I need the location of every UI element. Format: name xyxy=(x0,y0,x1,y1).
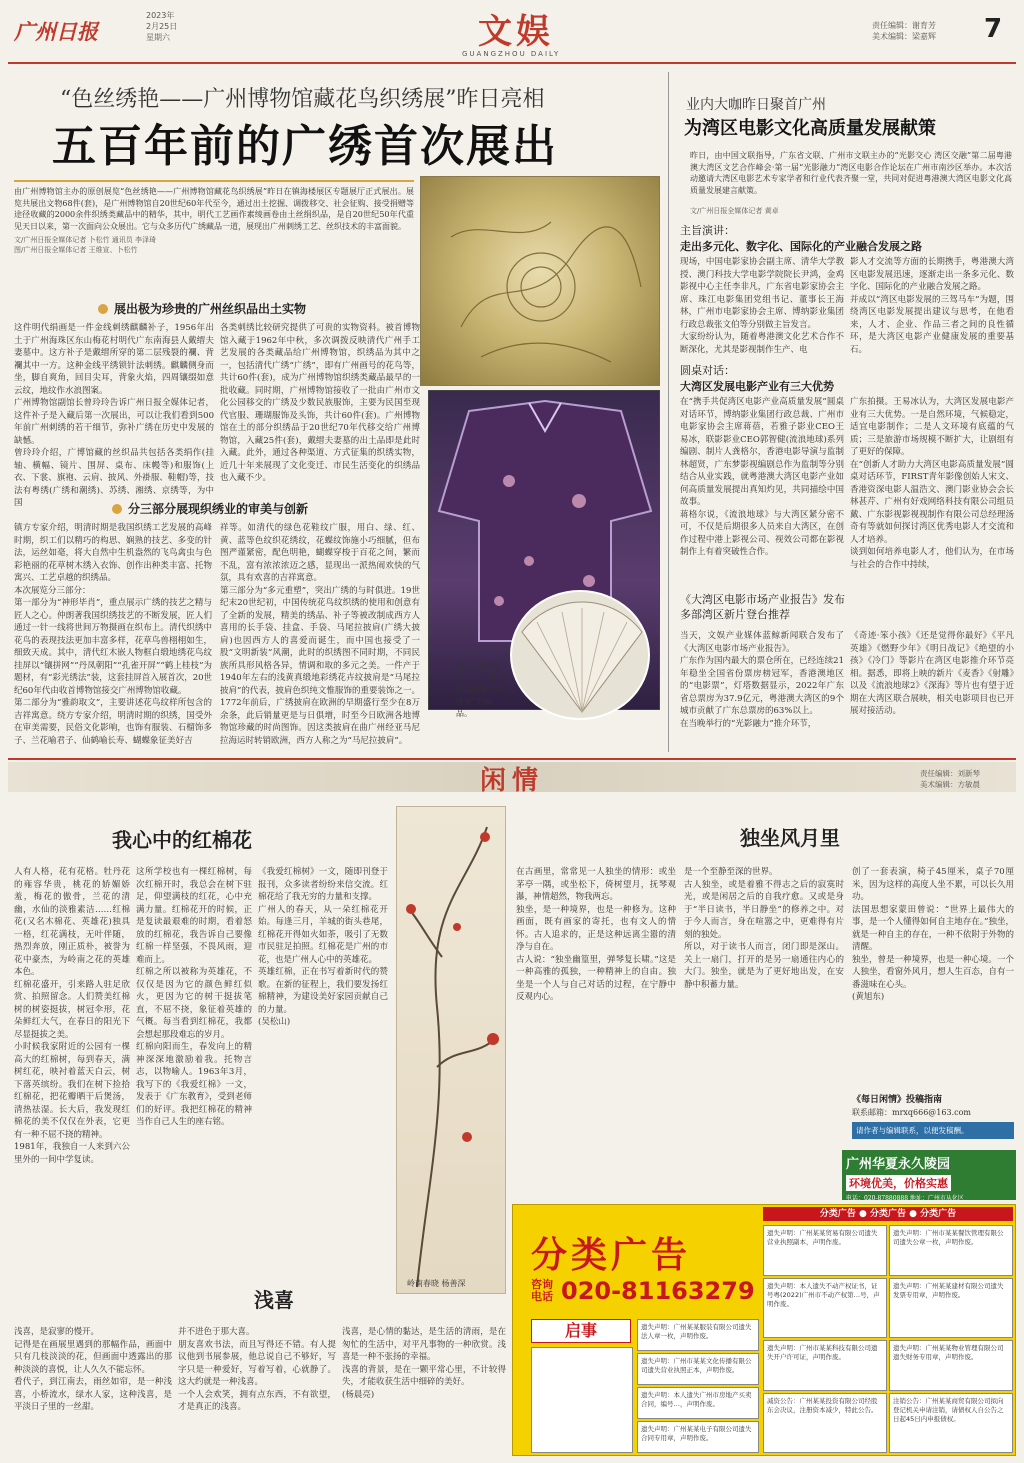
section-title: 文娱 xyxy=(478,12,554,52)
art2-col1: 在古画里，常常见一人独坐的情形：或坐茅亭一隅，或坐松下，倚树望月，抚琴观瀑，神情超然，物我两忘。 独坐，是一种境界，也是一种修为。这种画面，既有画家的寄托，也有文人的情怀。古人追求的，正是这种远离尘嚣的清净与自在。 古人说：“独坐幽篁里，弹琴复长啸。”这是一种高雅的孤独，一种精神上的自由。独坐是一个人与自己对话的过程，在宁静中反观内心。 xyxy=(516,867,676,1002)
fan-photo xyxy=(510,590,650,720)
film-s3-col1: 当天，文娱产业媒体蓝鲸新闻联合发布了《大湾区电影市场产业报告》。 广东作为国内最大的票仓所在，已经连续21年稳坐全国省份票房榜冠军，香港澳地区的“电影票”，灯塔数据显示，2022年广东省总票房为37.9亿元，粤港澳大湾区的9个城市贡献了广东总票房的63%以上。 在当晚举行的“光影融力”推介环节， xyxy=(680,631,844,729)
art3-col3: 浅喜，是心情的黏达，是生活的清雨，是在匆忙的生活中，对平凡事物的一种欣赏。浅喜是一种不张扬的幸福。 浅喜的背景，是在一颗平常心里，不计较得失，才能收获生活中细碎的美好。 (杨晨亮) xyxy=(342,1327,506,1400)
film-s3-col2: 《奇迹·笨小孩》《还是觉得你最好》《平凡英雄》《燃野少年》《明日战记》《绝望的小孩》《冷门》等影片在湾区电影推介环节亮相。据悉，即将上映的新片《麦香》《射雕》以及《流浪地球2》《深海》等片也有望于近期在大湾区联合展映，相关电影项目也已开展对接活动。 xyxy=(850,631,1014,716)
painting-caption: 岭南春晓 杨善深 xyxy=(407,1279,466,1288)
issue-date: 2023年 2月25日 星期六 xyxy=(146,11,178,42)
editor-credit: 责任编辑：谢育芳 美术编辑：梁嘉辉 xyxy=(872,21,936,41)
embroidery-photo xyxy=(420,176,660,386)
sec1-column-right: 各类刺绣比较研究提供了可贵的实物资料。被首博物馆入藏于1962年中秋，多次调拨反映清代广州手工艺发展的各类藏品给广州博物馆，织绣品为其中之一，包括清代广绣“广绣”，即有广州画号的花鸟等，共计60件(套)，成为广州博物馆织绣类藏品最早的一批收藏。同时期，广州博物馆接收了一批由广州市文化公园移交的广绣及少数民族服饰，主要为民国至现代官服、珊瑚服饰及头饰，共计60件(套)。广州博物馆在土的部分织绣品于20世纪70年代移交给广州博物馆，入藏25件(套)，戴缙夫妻墓的出土品即是此时入藏。此外，通过各种渠道、方式征集的织绣实物，近几十年来展现了文化变迁、市民生活变化的织绣品也入藏不少。 xyxy=(220,323,420,483)
notice-bar: 请作者与编辑联系，以便发稿酬。 xyxy=(852,1122,1014,1139)
leisure-editor-credit: 责任编辑：刘新琴 美术编辑：方敏晨 xyxy=(920,769,980,789)
notice-item: 减资公告：广州某某投资有限公司经股东会决议，注册资本减少，特此公告。 xyxy=(763,1393,887,1453)
notice-item: 遗失声明：广州某某物业管理有限公司遗失财务专用章，声明作废。 xyxy=(889,1340,1013,1391)
classified-top-strip: 分类广告 ● 分类广告 ● 分类广告 xyxy=(763,1207,1013,1221)
leisure-section-title: 闲情 xyxy=(480,766,545,796)
notice-item: 遗失声明：广州市某某科技有限公司遗失开户许可证，声明作废。 xyxy=(763,1340,887,1391)
bullet-icon xyxy=(112,504,122,514)
art1-col2: 这所学校也有一棵红棉树，每次红棉开时，我总会在树下驻足，仰望满枝的红花，心中充满力量。红棉花开的时候，正是复读最艰难的时期，看着怒放的红棉花，我告诉自己要像红棉一样坚强，不畏风雨，迎难而上。 红棉之所以被称为英雄花，不仅仅是因为它的颜色鲜红似火，更因为它的树干挺拔笔直，不屈不挠，象征着英雄的气概。每当看到红棉花，我都会想起那段难忘的岁月。 红棉向阳而生，春发向上的精神深深地激励着我。托物言志，以物喻人。1963年3月，我写下的《我爱红棉》一文，发表于《广东教育》，受到老师们的好评。我把红棉花的精神当作自己人生的座右铭。 xyxy=(136,867,252,1127)
art1-col1: 人有人格，花有花格。牡丹花的雍容华贵，桃花的娇媚娇羞，梅花的傲骨，兰花的清幽，水仙的淡雅素洁……红棉花(又名木棉花、英雄花)独具一格，红花满枝，无叶伴随，热烈奔放，刚正质朴，被誉为花中豪杰，为岭南之花的英雄本色。 红棉花盛开，引来路人驻足欣赏、拍照留念。人们赞美红棉树的树姿挺拔，树冠伞形，花朵鲜红大气，在春日的阳光下尽显挺拔之美。 小时候我家附近的公园有一棵高大的红棉树，每到春天，满树红花，映衬着蓝天白云，树下落英缤纷。我们在树下捡拾红棉花，把花瓣晒干后煲汤，清热祛湿。长大后，我发现红棉花的美不仅仅在外表，它更有一种不屈不挠的精神。 1981年，我独自一人来到六公里外的一间中学复读。 xyxy=(14,867,130,1165)
notice-item: 遗失声明：广州某某建材有限公司遗失发票专用章，声明作废。 xyxy=(889,1278,1013,1338)
film-headline: 为湾区电影文化高质量发展献策 xyxy=(684,118,936,139)
lead-intro: 由广州博物馆主办的原创展览“色丝绣艳——广州博物馆藏花鸟织绣展”昨日在镇海楼展区专题展厅正式展出。展览共展出文物68件(套)，是广州博物馆自20世纪60年代至今，通过出土挖掘、调拨移交、社会征购、接受捐赠等途径收藏的2000余件织绣类藏品中的精华，其中，明代工艺画作素绫画卷由土丝绢织品，是自20世纪50年代重见天日以来，第一次面向公众展出。它与众多历代广绣藏品一道，展现出广州刺绣工艺、丝织技术的丰富面貌。 文/广州日报全媒体记者 卜松竹 通讯员 李泽琦 图/广州日报全媒体记者 王维宣、卜松竹 xyxy=(14,180,414,298)
section-subtitle: GUANGZHOU DAILY xyxy=(462,50,561,58)
cemetery-ad: 广州华夏永久陵园 环境优美，价格实惠 电话：020-87880888 地址：广州市从化区 xyxy=(842,1150,1016,1200)
notice-item: 遗失声明：广州市某某文化传播有限公司遗失营业执照正本，声明作废。 xyxy=(637,1353,759,1385)
submission-notice: 《每日闲情》投稿指南 联系邮箱：mrxq666@163.com 请作者与编辑联系，以便发稿酬。 xyxy=(852,1092,1014,1139)
bullet-icon xyxy=(98,304,108,314)
newspaper-logo: 广州日报 xyxy=(14,19,98,44)
notice-item: 注销公告：广州某某商贸有限公司拟向登记机关申请注销，请债权人自公告之日起45日内申报债权。 xyxy=(889,1393,1013,1453)
lead-headline: 五百年前的广绣首次展出 xyxy=(52,121,558,172)
film-subhead-1: 主旨演讲： 走出多元化、数字化、国际化的产业融合发展之路 xyxy=(680,224,922,253)
film-kicker: 业内大咖昨日聚首广州 xyxy=(686,97,826,113)
classified-title: 分类广告 xyxy=(531,1235,692,1276)
film-subhead-2: 圆桌对话： 大湾区发展电影产业有三大优势 xyxy=(680,364,834,393)
notices-left-bottom xyxy=(531,1347,633,1453)
notice-item: 遗失声明：广州某某电子有限公司遗失合同专用章，声明作废。 xyxy=(637,1421,759,1453)
art3-col1: 浅喜，是寂寥的慢开。 记得是在画展里遇到的那幅作品，画面中只有几枝淡淡的花，但画面中透露出的那种淡淡的喜悦，让人久久不能忘怀。 看代子，到江南去，雨丝如帘，是一种浅喜，小桥流水，绿水人家，这种浅喜，是平淡日子里的一丝甜。 xyxy=(14,1327,172,1412)
section-heading-2: 分三部分展现织绣业的审美与创新 xyxy=(112,500,308,517)
photo-caption: 图为“色丝绣艳——广州博物馆藏花鸟织绣展”的展品。 xyxy=(456,661,504,718)
film-s1-col2: 影人才交流等方面的长期携手，粤港澳大湾区电影发展迅速，逐渐走出一条多元化、数字化、国际化的产业融合发展之路。 并成以“湾区电影发展的三驾马车”为题，围绕湾区电影发展提出建议与思考，在他看来，人才、企业、作品三者之间的良性循环，是大湾区电影产业健康发展的重要基石。 xyxy=(850,257,1014,355)
film-s2-col1: 在“携手共促湾区电影产业高质量发展”圆桌对话环节，博纳影业集团行政总裁、广州市电影家协会主席蒋蓓，若雅子影业CEO王易冰，联影影业CEO郭智健(流浪地球)系列编剧、制片人龚格尔，香港电影导演与监制林超贤，广东梦影视编剧总作为监制等分别结合从业实践，就粤港澳大湾区电影产业如何高质量发展提出真知灼见，共同描绘中国故事。 蒋格尔说，《流浪地球》与大湾区紧分密不可，不仅是后期很多人员来自大湾区，在创作过程中港上影视公司、视效公司都在影视制作上有着突破性合作。 xyxy=(680,397,844,557)
notice-item: 遗失声明：本人遗失广州市房地产买卖合同，编号…，声明作废。 xyxy=(637,1387,759,1419)
notices-grid-left xyxy=(637,1319,759,1453)
sec2-column-right: 祥等。如清代的绿色花鞋纹广服，用白、绿、红、黄、蓝等色纹织花绣纹，花蝶纹饰施小巧细腻，但布图严谨紧密，配色明艳，蝴蝶穿梭于百花之间，繁而不乱，富有浓浓浓迈之感，显现出一派热闹欢快的气氛，具有欢喜的吉祥寓意。 第三部分为“多元重塑”，突出广绣的与时俱进。19世纪末20世纪初，中国传统花鸟纹织绣的使用和创意有了全新的发展，精美的绣品、补子等被改制成西方人喜用的长手袋、挂盒、手袋、马尾拉披肩(广绣大披肩)也因西方人的喜爱而诞生，而中国也接受了一股“文明新装”风潮，此时的织绣图不同时期，不同民族所具形风格各异，情调和取的多元之美。一件产于1940年左右的浅黄真缎地彩绣花卉纹披肩是“马尾拉披肩”的代表，披肩色织纯文惟服饰的重要装饰之一。1772年前后，广绣披肩在欧洲的早期盛行至少在8万余条，此后销量更是与日俱增，时至今日欧洲各地博物馆珍藏的时尚图饰。因这类披肩在曲广州经亚马尼拉海运时转销欧洲，西方人称之为“马尼拉披肩”。 xyxy=(220,523,420,746)
page-number: 7 xyxy=(984,14,1003,44)
notice-heading: 启事 xyxy=(531,1319,631,1343)
classified-ads xyxy=(512,1204,1016,1456)
article-title-cotton: 我心中的红棉花 xyxy=(112,828,252,852)
art2-col3: 创了一套表演，椅子45厘米，桌子70厘米，因为这样的高度人坐不累，可以长久用功。 法国思想家蒙田曾说：“世界上最伟大的事，是一个人懂得如何自主地存在。”独坐，就是一种自主的存在，一种不依附于外物的清醒。 独坐，曾是一种境界，也是一种心境。一个人独坐，看窗外风月，想人生百态，自有一番滋味在心头。 (黄旭东) xyxy=(852,867,1014,1002)
film-s2-col2: 广东拍摄。王易冰认为，大湾区发展电影产业有三大优势。一是自然环境，气候稳定，适宜电影制作；二是人文环境有底蕴的气质；三是旅游市场规模不断扩大，让剧组有了更好的保障。 在“创新人才助力大湾区电影高质量发展”圆桌对话环节，FIRST青年影像创始人宋文、香港资深电影人温浩文、澳门影业协会会长林甚芹、广州有好戏网络科技有限公司组员戴、广东影视影视视制作有限公司总经理汤奇有等就如何探讨湾区优秀电影人才交流和人才培养。 谈到如何培养电影人才，他们认为，在市场与社会的合作中持续， xyxy=(850,397,1014,570)
art1-col3: 《我爱红棉树》一文，随即刊登于报刊，众多读者纷纷来信交流。红棉花给了我无穷的力量和支撑。 广州人的春天，从一朵红棉花开始。每逢三月，羊城的街头巷尾，红棉花开得如火如荼，吸引了无数市民驻足拍照。红棉花是广州的市花，也是广州人心中的英雄花。 英雄红棉，正在书写着新时代的赞歌。在新的征程上，我们要发扬红棉精神，为建设美好家园贡献自己的力量。 (吴松山) xyxy=(258,867,388,1027)
masthead xyxy=(0,0,1024,62)
art2-col2: 是一个至静至深的世界。 古人独坐，或是着雅不得志之后的寂寞时光，或是闲居之后的自我疗愈。又或是身于“半日读书，半日静坐”的修养之中。对于今人而言，身在喧嚣之中，更难得有片刻的独处。 所以，对于读书人而言，闭门即是深山。关上一扇门，打开的是另一扇通往内心的大门。独坐，就是为了更好地出发，在安静中积蓄力量。 xyxy=(684,867,844,990)
ink-painting xyxy=(396,806,506,1294)
notice-item: 遗失声明：广州某某服装有限公司遗失法人章一枚，声明作废。 xyxy=(637,1319,759,1351)
lead-kicker: “色丝绣艳——广州博物馆藏花鸟织绣展”昨日亮相 xyxy=(60,87,545,112)
hotline: 咨询电话 020-81163279 xyxy=(531,1277,755,1305)
notice-item: 遗失声明：本人遗失不动产权证书，证号粤(2022)广州市不动产权第…号，声明作废。 xyxy=(763,1278,887,1338)
article-title-joy: 浅喜 xyxy=(254,1288,294,1312)
notices-grid xyxy=(763,1225,1013,1453)
film-subhead-3: 《大湾区电影市场产业报告》发布 多部湾区新片登台推荐 xyxy=(680,593,845,621)
byline-photo: 图/广州日报全媒体记者 王维宣、卜松竹 xyxy=(14,246,138,254)
sec1-column-left: 这件明代绢画是一件金线刺绣麒麟补子，1956年出土于广州海珠区东山梅花村明代广东南海县人戴缙夫妻墓中。这方补子是戴缙所穿的第二层残裂的襴、背襴其中一方。这种金线平绣锁针法刺绣。麒麟侧身而坐，脚自爽角，回目尖耳，背象火焰，四周镶缀如意云纹，地纹作水浪图案。 广州博物馆副馆长曾玲玲告诉广州日报全媒体记者，这件补子是入藏后第一次展出，可以让我们看到500年前广州刺绣的若干细节，弥补广绣在历史中发展的缺憾。 曾玲玲介绍，广博馆藏的丝织品共包括各类绢作(挂轴、横幅、镜片、围屏、桌布、床幔等)和服饰(上衣、下裳、旗袍、云肩、披风、外褂服、鞋帽)等，技法有粤绣(广绣和潮绣)、苏绣、湘绣、京绣等，为中国 xyxy=(14,323,214,508)
film-s1-col1: 现场，中国电影家协会副主席、清华大学教授、澳门科技大学电影学院院长尹鸿，金鸡影视中心主任李非凡，广东省电影家协会主席、珠江电影集团党组书记、董事长王海林，广州市电影家协会主席、博纳影业集团行政总裁张文伯等分别做主旨发言。 大家纷纷认为，随着粤港澳文化艺术合作不断深化，尤其是影视制作生产、电 xyxy=(680,257,844,355)
art3-col2: 并不进色于那大喜。 朋友喜欢书法，而且写得还不错。有人提议他到书展参展，他总说自己不够好，写字只是一种爱好，写着写着，心就静了。这大约就是一种浅喜。 一个人会欢笑，拥有点东西，不有欲望，才是真正的浅喜。 xyxy=(178,1327,336,1412)
sec2-column-left: 镇方专家介绍，明清时期是我国织绣工艺发展的高峰时期，织工们以精巧的构思、娴熟的技艺、多变的针法，运丝如毫，将大自然中生机盎然的飞鸟禽虫与色彩艳丽的花草树木绣入衣饰、创作出种类丰富、托物寓兴、工艺卓越的织绣品。 本次展览分三部分： 第一部分为“神形毕肖”，重点展示广绣的技艺之精与匠人之心。仲朗著我国织绣技艺的不断发展，匠人们通过一针一线将世间万物摄画在织布上。清代织绣中花鸟的表现技法更加丰富多样，花草鸟兽栩栩如生，细致天成。其中，清代红木嵌人物框白缎地绣花鸟纹挂屏以“镶拼网”“丹凤朝阳”“孔雀开屏”“鹤上桂枝”为题材，有“彩光绣法”装，这套挂屏首入展首次，20世纪60年代由收首博物馆接交广州博物馆收藏。 第二部分为“雅韵取文”，主要讲述花鸟纹样所包含的吉祥寓意。绕方专家介绍，明清时期的织绣，国受外在审美需要，民俗文化影响，也饰有服装、石榴饰多子、兰花喻君子、仙鹤喻长寿、蝴蝶象征美好吉 xyxy=(14,523,213,746)
notice-item: 遗失声明：广州某某贸易有限公司遗失营业执照副本，声明作废。 xyxy=(763,1225,887,1276)
byline-text: 文/广州日报全媒体记者 卜松竹 通讯员 李泽琦 xyxy=(14,236,157,244)
section-heading-1: 展出极为珍贵的广州丝织品出土实物 xyxy=(98,300,306,317)
notice-item: 遗失声明：广州市某某餐饮管理有限公司遗失公章一枚，声明作废。 xyxy=(889,1225,1013,1276)
film-byline: 文/广州日报全媒体记者 黄卓 xyxy=(690,207,779,215)
article-title-moon: 独坐风月里 xyxy=(740,826,840,850)
film-intro: 昨日，由中国文联指导，广东省文联、广州市文联主办的“光影交心 湾区交融”第二届粤港澳大湾区文艺合作峰会·第一届“光影融力”湾区电影合作论坛在广州市南沙区举办。本次活动邀请大湾区电影艺术专家学者和行业代表齐聚一堂，共同对促进粤港澳大湾区电影文化高质量发展建言献策。 xyxy=(690,151,1012,195)
